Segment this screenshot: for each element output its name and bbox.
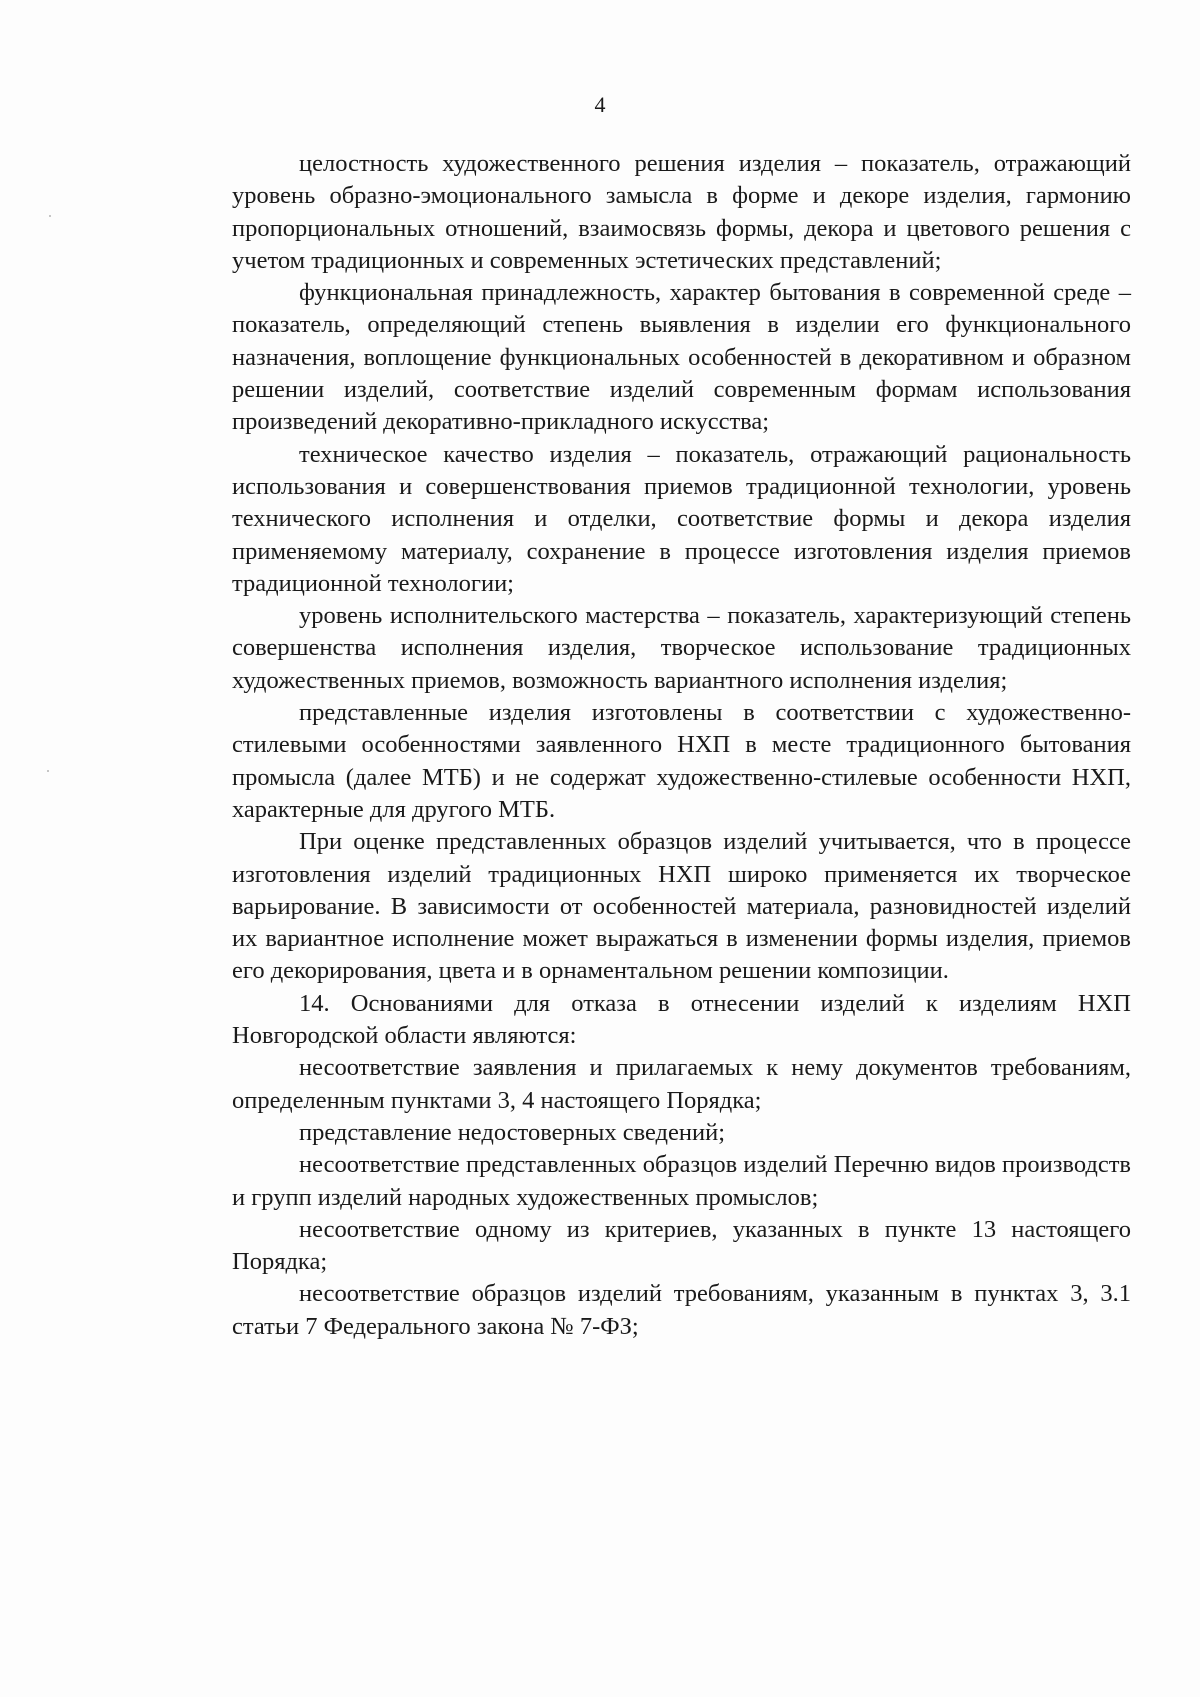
paragraph-creative-variation: При оценке представленных образцов изделий учитывается, что в процессе изготовления изделий традиционных НХП широко применяется их творческое варьирование. В зависимости от особенностей материала, разновидностей изделий их вариантное исполнение может выражаться в изменении формы изделия, приемов его декорирования, цвета и в орнаментальном решении композиции.	[232, 828, 1131, 985]
paragraph-refusal-documents: несоответствие заявления и прилагаемых к нему документов требованиям, определенным пунктами 3, 4 настоящего Порядка;	[232, 1054, 1131, 1114]
paragraph-refusal-false-info: представление недостоверных сведений;	[299, 1118, 726, 1146]
scan-speck	[47, 770, 49, 772]
paragraph-refusal-federal-law: несоответствие образцов изделий требованиям, указанным в пунктах 3, 3.1 статьи 7 Федерального закона № 7-ФЗ;	[232, 1280, 1131, 1340]
document-body	[232, 148, 1131, 1343]
paragraph-refusal-grounds-heading: 14. Основаниями для отказа в отнесении изделий к изделиям НХП Новгородской области являются:	[232, 989, 1131, 1050]
page-number: 4	[594, 92, 606, 117]
paragraph-artistic-integrity: целостность художественного решения изделия – показатель, отражающий уровень образно-эмоционального замысла в форме и декоре изделия, гармонию пропорциональных отношений, взаимосвязь формы, декора и цветового решения с учетом традиционных и современных эстетических представлений;	[232, 150, 1131, 274]
paragraph-functional-purpose: функциональная принадлежность, характер бытования в современной среде – показатель, определяющий степень выявления в изделии его функционального назначения, воплощение функциональных особенностей в декоративном и образном решении изделий, соответствие изделий современным формам использования произведений декоративно-прикладного искусства;	[232, 279, 1131, 436]
paragraph-style-features: представленные изделия изготовлены в соответствии с художественно-стилевыми особенностями заявленного НХП в месте традиционного бытования промысла (далее МТБ) и не содержат художественно-стилевые особенности НХП, характерные для другого МТБ.	[232, 699, 1131, 823]
paragraph-refusal-criteria: несоответствие одному из критериев, указанных в пункте 13 настоящего Порядка;	[232, 1215, 1131, 1276]
scan-speck	[49, 215, 51, 217]
paragraph-technical-quality: техническое качество изделия – показатель, отражающий рациональность использования и совершенствования приемов традиционной технологии, уровень технического исполнения и отделки, соответствие формы и декора изделия применяемому материалу, сохранение в процессе изготовления изделия приемов традиционной технологии;	[232, 440, 1131, 597]
paragraph-refusal-list-mismatch: несоответствие представленных образцов изделий Перечню видов производств и групп изделий народных художественных промыслов;	[232, 1151, 1131, 1211]
paragraph-craftsmanship-level: уровень исполнительского мастерства – показатель, характеризующий степень совершенства исполнения изделия, творческое использование традиционных художественных приемов, возможность вариантного исполнения изделия;	[232, 602, 1131, 694]
